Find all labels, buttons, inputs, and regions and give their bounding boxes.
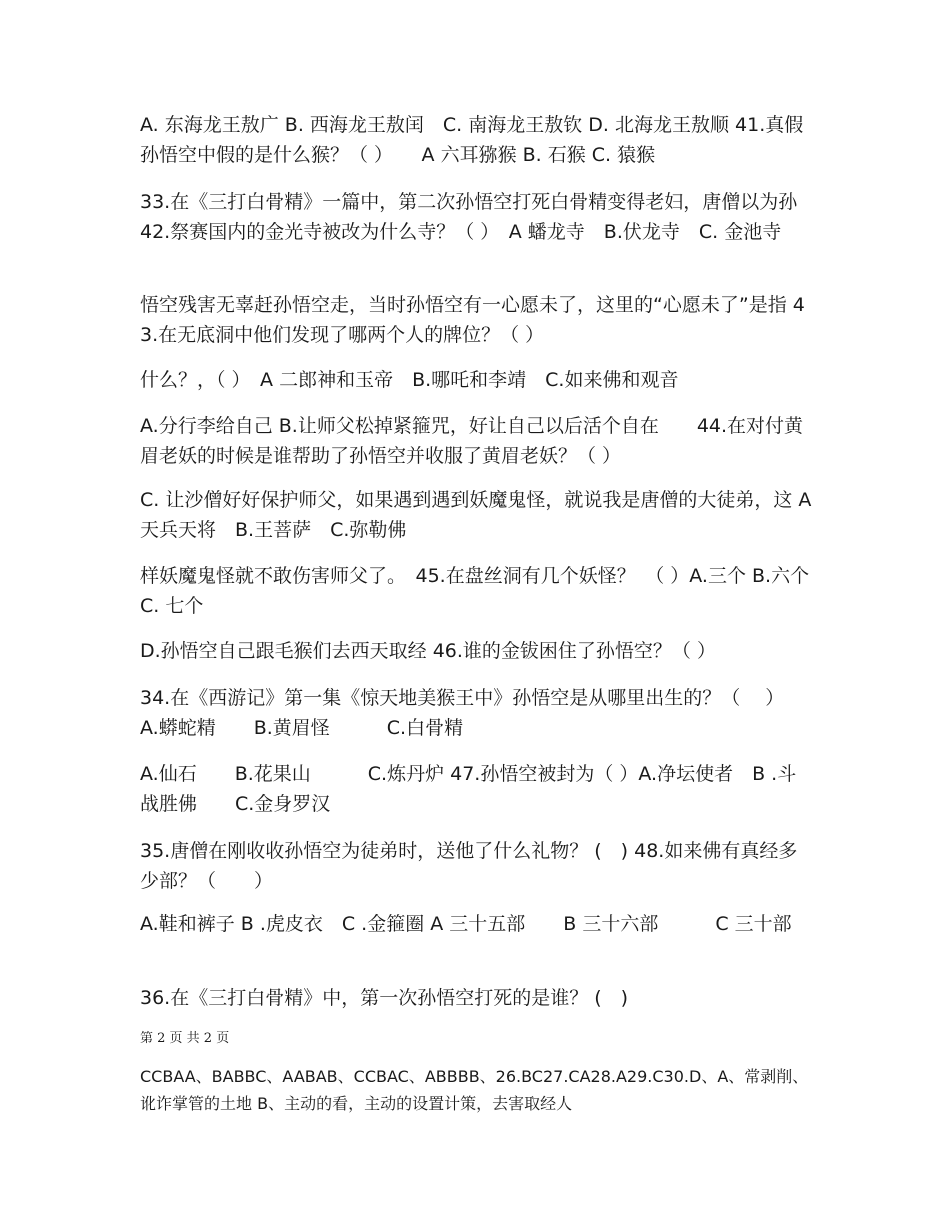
answer-key: CCBAA、BABBC、AABAB、CCBAC、ABBBB、26.BC27.CA28.A29.C30.D、A、常剥削、讹诈掌管的土地 B、主动的看，主动的设置计策，去害取经人 [140,1067,809,1113]
question-paragraph: 什么？，（ ） A 二郎神和玉帝 B.哪吒和李靖 C.如来佛和观音 [140,369,679,391]
question-paragraph: A. 东海龙王敖广 B. 西海龙王敖闰 C. 南海龙王敖钦 D. 北海龙王敖顺 41.真假孙悟空中假的是什么猴？（ ） A 六耳猕猴 B. 石猴 C. 猿猴 [140,114,804,166]
question-paragraph: A.鞋和裤子 B .虎皮衣 C .金箍圈 A 三十五部 B 三十六部 C 三十部 [140,913,792,935]
question-paragraph: D.孙悟空自己跟毛猴们去西天取经 46.谁的金钹困住了孙悟空？（ ） [140,640,716,662]
question-paragraph: 34.在《西游记》第一集《惊天地美猴王中》孙悟空是从哪里出生的？（ ） A.蟒蛇精 B.黄眉怪 C.白骨精 [140,687,794,739]
question-paragraph: A.分行李给自己 B.让师父松掉紧箍咒，好让自己以后活个自在 44.在对付黄眉老妖的时候是谁帮助了孙悟空并收服了黄眉老妖？（ ） [140,415,804,467]
question-paragraph: 悟空残害无辜赶孙悟空走，当时孙悟空有一心愿未了，这里的“心愿未了”是指 43.在无底洞中他们发现了哪两个人的牌位？（ ） [140,294,805,346]
question-paragraph: 35.唐僧在刚收收孙悟空为徒弟时，送他了什么礼物？ ( ) 48.如来佛有真经多少部？（ ） [140,840,798,892]
page-number-footer: 第 2 页 共 2 页 [140,1031,230,1046]
question-paragraph: C. 让沙僧好好保护师父，如果遇到遇到妖魔鬼怪，就说我是唐僧的大徒弟，这 A 天兵天将 B.王菩萨 C.弥勒佛 [140,489,812,541]
question-paragraph: A.仙石 B.花果山 C.炼丹炉 47.孙悟空被封为（ ）A.净坛使者 B .斗战胜佛 C.金身罗汉 [140,763,797,815]
question-paragraph: 样妖魔鬼怪就不敢伤害师父了。 45.在盘丝洞有几个妖怪？ （ ）A.三个 B.六个 C. 七个 [140,565,829,617]
question-paragraph: 33.在《三打白骨精》一篇中，第二次孙悟空打死白骨精变得老妇，唐僧以为孙 42.祭赛国内的金光寺被改为什么寺？（ ） A 蟠龙寺 B.伏龙寺 C. 金池寺 [140,191,798,243]
question-paragraph: 36.在《三打白骨精》中，第一次孙悟空打死的是谁？ ( ) [140,987,629,1009]
